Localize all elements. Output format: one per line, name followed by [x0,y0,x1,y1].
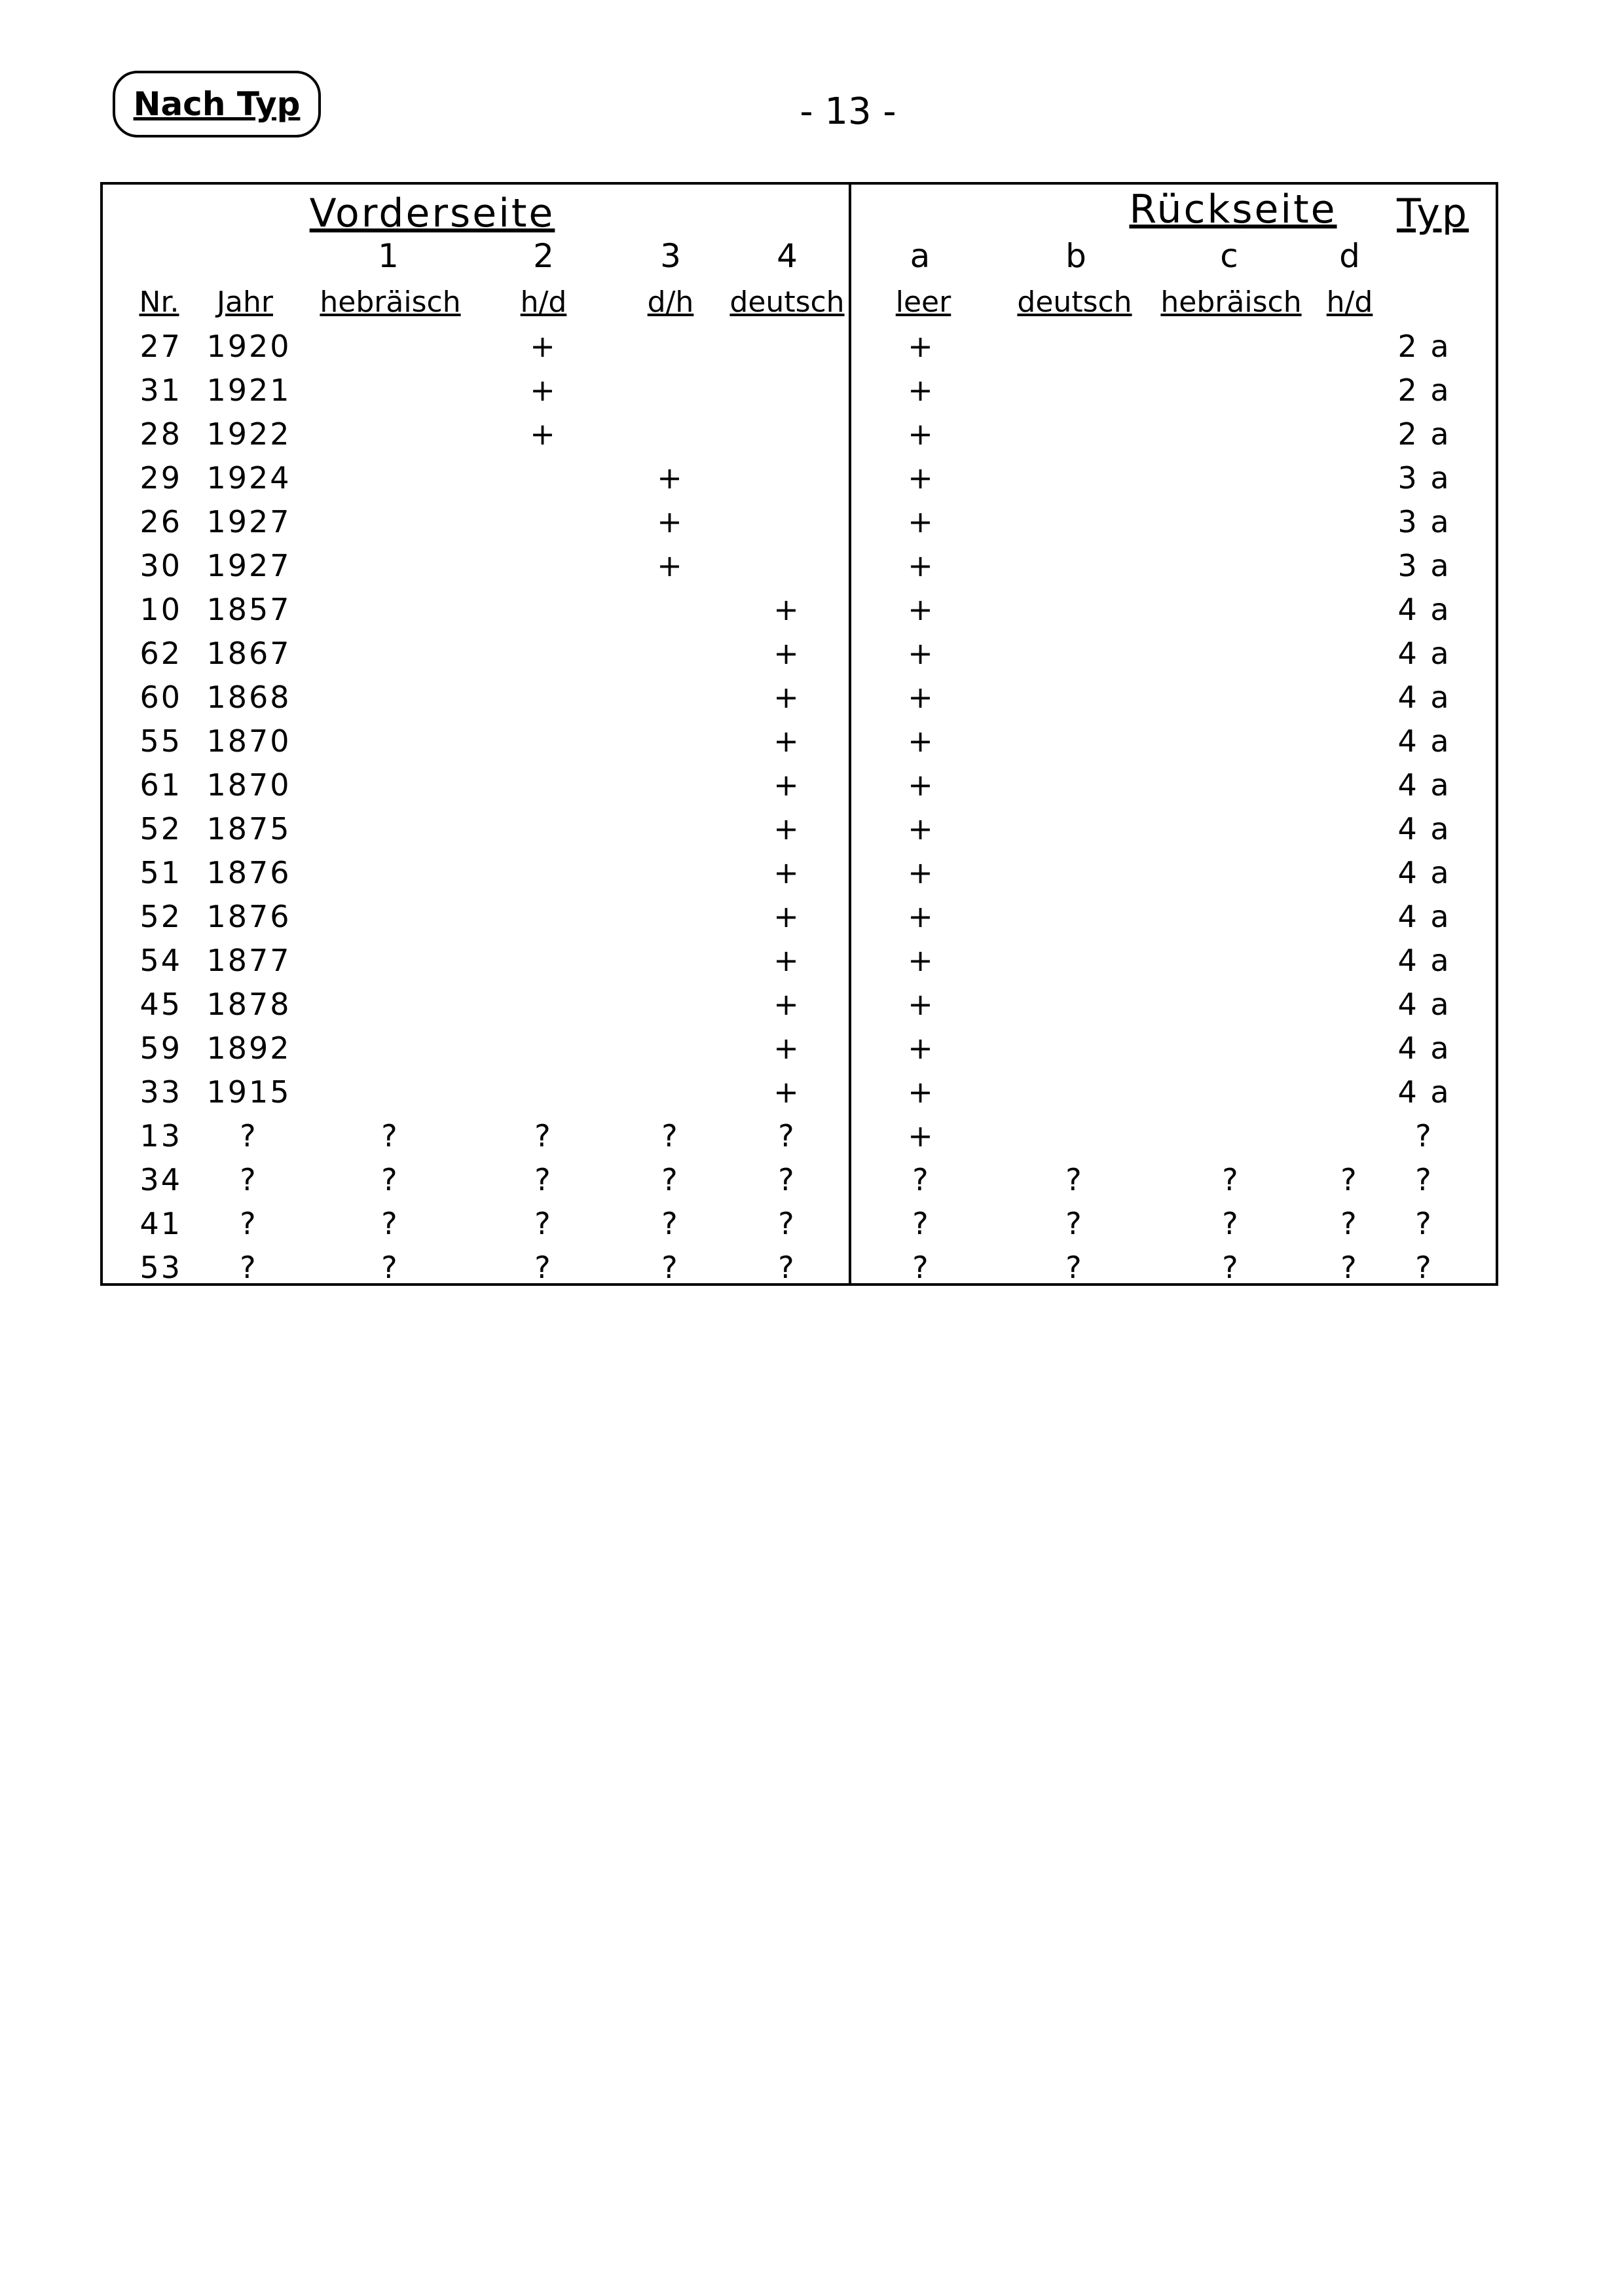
cell-typ: ? [1415,1250,1433,1285]
cell-front-1: ? [381,1206,399,1241]
cell-front-2: + [530,416,557,452]
cell-front-2: + [530,329,557,364]
cell-typ: 4 a [1397,899,1451,934]
cell-nr: 27 [139,329,182,364]
cell-typ: 4 a [1397,855,1451,890]
cell-nr: 31 [139,373,182,408]
cell-front-3: ? [661,1118,680,1154]
cell-typ: 2 a [1397,329,1451,364]
cell-typ: 4 a [1397,987,1451,1022]
cell-front-2: + [530,373,557,408]
cell-nr: 30 [139,548,182,583]
cell-back-a: + [908,373,935,408]
cell-typ: 3 a [1397,504,1451,539]
cell-back-a: + [908,943,935,978]
section-title-front: Vorderseite [309,191,555,236]
cell-nr: 51 [139,855,182,890]
cell-back-b: ? [1065,1206,1084,1241]
cell-typ: 2 a [1397,373,1451,408]
cell-front-2: ? [534,1250,553,1285]
cell-jahr: 1915 [206,1074,291,1110]
cell-back-a: + [908,1074,935,1110]
cell-back-d: ? [1340,1162,1359,1197]
cell-front-2: ? [534,1206,553,1241]
column-header: Nr. [139,285,179,319]
cell-front-1: ? [381,1118,399,1154]
cell-jahr: 1877 [206,943,291,978]
cell-typ: 4 a [1397,636,1451,671]
cell-typ: 4 a [1397,1074,1451,1110]
cell-back-d: ? [1340,1250,1359,1285]
cell-back-c: ? [1222,1250,1240,1285]
cell-back-a: ? [912,1250,931,1285]
column-number: a [910,237,931,275]
cell-jahr: ? [240,1206,258,1241]
cell-nr: 28 [139,416,182,452]
cell-nr: 52 [139,899,182,934]
nach-typ-badge: Nach Typ [113,71,321,137]
cell-front-3: + [657,460,684,496]
cell-back-a: + [908,811,935,847]
cell-typ: 4 a [1397,680,1451,715]
cell-back-a: + [908,416,935,452]
column-header: d/h [647,285,694,319]
cell-jahr: 1875 [206,811,291,847]
cell-front-4: + [773,943,801,978]
cell-jahr: 1857 [206,592,291,627]
cell-jahr: 1924 [206,460,291,496]
cell-jahr: 1870 [206,723,291,759]
column-header: hebräisch [1160,285,1302,319]
cell-front-3: ? [661,1250,680,1285]
cell-jahr: 1876 [206,899,291,934]
cell-back-a: + [908,723,935,759]
cell-front-1: ? [381,1162,399,1197]
column-header: h/d [1326,285,1373,319]
cell-back-a: ? [912,1162,931,1197]
cell-back-a: + [908,460,935,496]
cell-typ: 4 a [1397,811,1451,847]
cell-front-3: ? [661,1206,680,1241]
cell-back-a: + [908,767,935,803]
cell-back-d: ? [1340,1206,1359,1241]
cell-front-2: ? [534,1162,553,1197]
cell-jahr: 1876 [206,855,291,890]
column-number: 2 [533,237,554,275]
front-back-divider [849,182,851,1286]
column-number: d [1339,237,1360,275]
column-header: hebräisch [320,285,461,319]
column-number: 4 [777,237,798,275]
cell-front-4: + [773,767,801,803]
cell-nr: 26 [139,504,182,539]
cell-front-4: + [773,1074,801,1110]
cell-typ: 4 a [1397,1030,1451,1066]
column-header: deutsch [729,285,845,319]
cell-back-a: + [908,1118,935,1154]
cell-front-2: ? [534,1118,553,1154]
cell-front-4: + [773,987,801,1022]
cell-jahr: 1922 [206,416,291,452]
cell-typ: 4 a [1397,592,1451,627]
cell-nr: 34 [139,1162,182,1197]
cell-jahr: ? [240,1250,258,1285]
column-number: 1 [378,237,399,275]
cell-front-4: ? [778,1250,796,1285]
cell-back-a: + [908,636,935,671]
cell-nr: 13 [139,1118,182,1154]
cell-typ: 3 a [1397,460,1451,496]
cell-nr: 29 [139,460,182,496]
cell-back-a: ? [912,1206,931,1241]
cell-jahr: 1870 [206,767,291,803]
cell-front-4: ? [778,1118,796,1154]
cell-nr: 53 [139,1250,182,1285]
cell-front-4: + [773,636,801,671]
cell-nr: 52 [139,811,182,847]
cell-front-4: + [773,811,801,847]
cell-back-a: + [908,504,935,539]
cell-typ: 4 a [1397,767,1451,803]
cell-jahr: 1927 [206,504,291,539]
cell-jahr: ? [240,1118,258,1154]
cell-jahr: 1927 [206,548,291,583]
cell-front-4: ? [778,1162,796,1197]
cell-back-a: + [908,1030,935,1066]
section-title-type: Typ [1397,191,1469,236]
cell-back-a: + [908,899,935,934]
cell-front-4: + [773,723,801,759]
cell-nr: 61 [139,767,182,803]
cell-front-4: ? [778,1206,796,1241]
cell-nr: 10 [139,592,182,627]
cell-jahr: 1921 [206,373,291,408]
cell-back-a: + [908,987,935,1022]
column-header: Jahr [217,285,273,319]
cell-typ: ? [1415,1206,1433,1241]
column-header: leer [895,285,951,319]
cell-nr: 33 [139,1074,182,1110]
cell-typ: 2 a [1397,416,1451,452]
cell-back-c: ? [1222,1162,1240,1197]
cell-nr: 41 [139,1206,182,1241]
cell-back-a: + [908,329,935,364]
column-header: deutsch [1017,285,1132,319]
cell-front-3: + [657,548,684,583]
column-header: h/d [520,285,567,319]
cell-back-a: + [908,548,935,583]
cell-jahr: 1868 [206,680,291,715]
cell-back-c: ? [1222,1206,1240,1241]
cell-back-b: ? [1065,1162,1084,1197]
cell-front-4: + [773,855,801,890]
cell-front-4: + [773,680,801,715]
column-number: 3 [660,237,681,275]
cell-typ: 3 a [1397,548,1451,583]
cell-typ: ? [1415,1162,1433,1197]
page-number: - 13 - [800,90,896,133]
cell-back-a: + [908,592,935,627]
cell-jahr: 1867 [206,636,291,671]
cell-jahr: ? [240,1162,258,1197]
cell-jahr: 1892 [206,1030,291,1066]
cell-nr: 59 [139,1030,182,1066]
cell-back-b: ? [1065,1250,1084,1285]
section-title-back: Rückseite [1129,187,1337,232]
cell-typ: 4 a [1397,723,1451,759]
cell-front-3: ? [661,1162,680,1197]
column-number: b [1065,237,1086,275]
cell-front-4: + [773,592,801,627]
cell-nr: 60 [139,680,182,715]
cell-front-4: + [773,1030,801,1066]
cell-typ: ? [1415,1118,1433,1154]
cell-nr: 62 [139,636,182,671]
cell-nr: 55 [139,723,182,759]
cell-jahr: 1878 [206,987,291,1022]
cell-typ: 4 a [1397,943,1451,978]
cell-nr: 54 [139,943,182,978]
cell-front-3: + [657,504,684,539]
column-number: c [1220,237,1238,275]
cell-front-1: ? [381,1250,399,1285]
cell-jahr: 1920 [206,329,291,364]
cell-back-a: + [908,680,935,715]
cell-nr: 45 [139,987,182,1022]
cell-back-a: + [908,855,935,890]
cell-front-4: + [773,899,801,934]
